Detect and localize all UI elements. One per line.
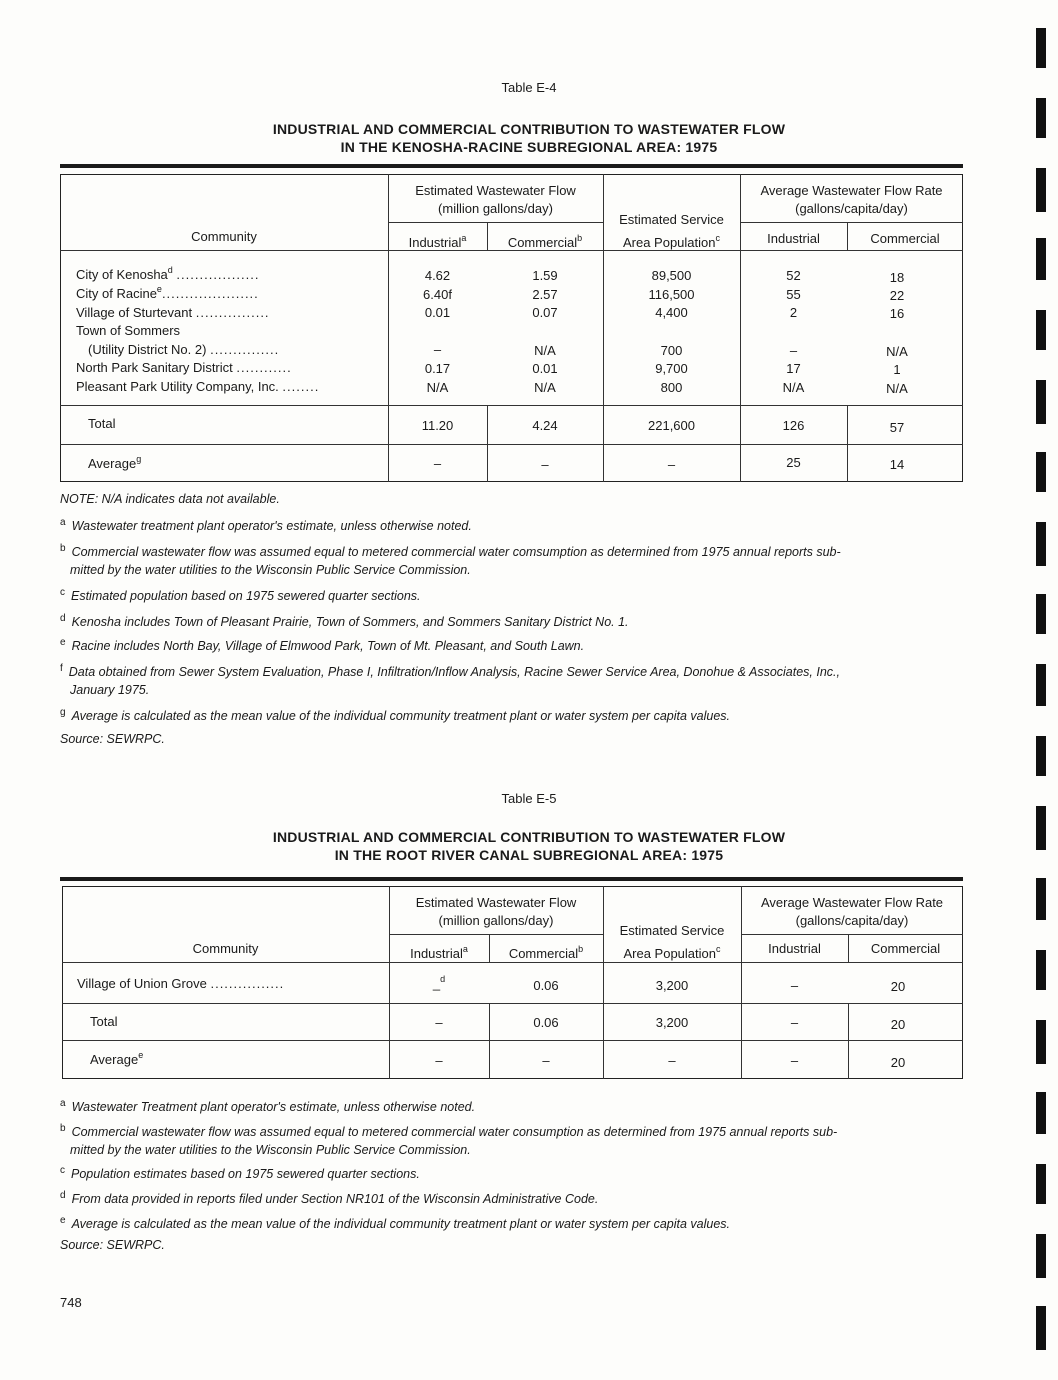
table-e4-footnote-b: $^b$ Commercial wastewater flow was assumed equal to metered commercial water comsumption as determined from 1975 annual reports sub- mitted by the water utilities to the Wisconsin Public Service Commission. xyxy=(60,543,841,577)
t5-header-commercial: Commercial$^b$ xyxy=(508,944,584,961)
table-e4-footnote-g: $^g$ Average is calculated as the mean value of the individual community treatment plant or water system per capita values. xyxy=(60,707,731,723)
t5-header-population: Estimated Service Area Population$^c$ xyxy=(619,923,725,961)
table-e4-footnote-f: $^f$ Data obtained from Sewer System Evaluation, Phase I, Infiltration/Inflow Analysis, Racine Sewer Service Area, Donohue & Associates, Inc., January 1975. xyxy=(60,663,840,697)
table-e4-source: Source: SEWRPC. xyxy=(60,732,165,746)
scan-edge-mark xyxy=(1036,98,1046,138)
table-e4-caption: Table E-4 xyxy=(501,80,557,95)
t5-header-community: Community xyxy=(192,941,259,956)
scan-edge-mark xyxy=(1036,452,1046,492)
scan-edge-mark xyxy=(1036,594,1046,634)
table-e4-title-line1: INDUSTRIAL AND COMMERCIAL CONTRIBUTION TO WASTEWATER FLOW xyxy=(272,121,786,137)
table-e5-top-rule xyxy=(60,877,963,881)
t5-header-flow-group: Estimated Wastewater Flow (million gallons/day) xyxy=(415,895,577,928)
scan-edge-mark xyxy=(1036,1306,1046,1350)
table-e5-footnote-d: $^d$ From data provided in reports filed under Section NR101 of the Wisconsin Administrative Code. xyxy=(60,1190,599,1206)
scan-edge-mark xyxy=(1036,1020,1046,1064)
table-e5-footnote-e: $^e$ Average is calculated as the mean value of the individual community treatment plant or water system per capita values. xyxy=(60,1215,731,1231)
header-rate-commercial: Commercial xyxy=(870,231,940,246)
table-e4-note: NOTE: N/A indicates data not available. xyxy=(60,492,280,506)
header-rate-group: Average Wastewater Flow Rate (gallons/capita/day) xyxy=(760,183,943,216)
t5-header-rate-commercial: Commercial xyxy=(870,941,941,956)
t5-header-rate-industrial: Industrial xyxy=(768,941,821,956)
page-number: 748 xyxy=(60,1295,82,1310)
table-e4-footnote-c: $^c$ Estimated population based on 1975 sewered quarter sections. xyxy=(60,587,421,603)
table-e4-footnote-e: $^e$ Racine includes North Bay, Village of Elmwood Park, Town of Mt. Pleasant, and South Lawn. xyxy=(60,637,585,653)
scan-edge-mark xyxy=(1036,878,1046,920)
table-e5-footnote-b: $^b$ Commercial wastewater flow was assumed equal to metered commercial water consumption as determined from 1975 annual reports sub- mitted by the water utilities to the Wisconsin Public Service Commission. xyxy=(60,1123,838,1157)
scan-edge-mark xyxy=(1036,380,1046,424)
header-industrial: Industrial$^a$ xyxy=(408,233,467,250)
scan-edge-mark xyxy=(1036,522,1046,566)
table-e5-title-line2: IN THE ROOT RIVER CANAL SUBREGIONAL AREA: 1975 xyxy=(334,847,724,863)
table-e5-footnote-c: $^c$ Population estimates based on 1975 sewered quarter sections. xyxy=(60,1165,420,1181)
table-e4-footnote-a: $^a$ Wastewater treatment plant operator's estimate, unless otherwise noted. xyxy=(60,517,472,533)
scan-edge-mark xyxy=(1036,28,1046,68)
scan-edge-mark xyxy=(1036,1092,1046,1134)
scan-edge-mark xyxy=(1036,310,1046,350)
table-e4-top-rule xyxy=(60,164,963,168)
scan-edge-mark xyxy=(1036,168,1046,212)
scan-edge-mark xyxy=(1036,664,1046,706)
t5-header-rate-group: Average Wastewater Flow Rate (gallons/capita/day) xyxy=(760,895,944,928)
header-flow-group: Estimated Wastewater Flow (million gallons/day) xyxy=(415,183,576,216)
header-population: Estimated Service Area Population$^c$ xyxy=(619,212,724,250)
scan-edge-mark xyxy=(1036,1234,1046,1278)
header-commercial: Commercial$^b$ xyxy=(507,233,583,250)
t5-header-industrial: Industrial$^a$ xyxy=(410,944,468,961)
scan-edge-mark xyxy=(1036,1164,1046,1204)
header-community: Community xyxy=(191,229,257,244)
table-e5-source: Source: SEWRPC. xyxy=(60,1238,165,1252)
table-e4-title-line2: IN THE KENOSHA-RACINE SUBREGIONAL AREA: 1975 xyxy=(340,139,718,155)
scan-edge-mark xyxy=(1036,950,1046,990)
table-e5-title-line1: INDUSTRIAL AND COMMERCIAL CONTRIBUTION TO WASTEWATER FLOW xyxy=(272,829,786,845)
table-e5-caption: Table E-5 xyxy=(501,791,557,806)
scan-edge-mark xyxy=(1036,238,1046,280)
scan-edge-mark xyxy=(1036,736,1046,776)
table-e5-footnote-a: $^a$ Wastewater Treatment plant operator's estimate, unless otherwise noted. xyxy=(60,1098,476,1114)
table-e4-footnote-d: $^d$ Kenosha includes Town of Pleasant Prairie, Town of Sommers, and Sommers Sanitary District No. 1. xyxy=(60,613,629,629)
scan-edge-mark xyxy=(1036,806,1046,850)
header-rate-industrial: Industrial xyxy=(767,231,820,246)
